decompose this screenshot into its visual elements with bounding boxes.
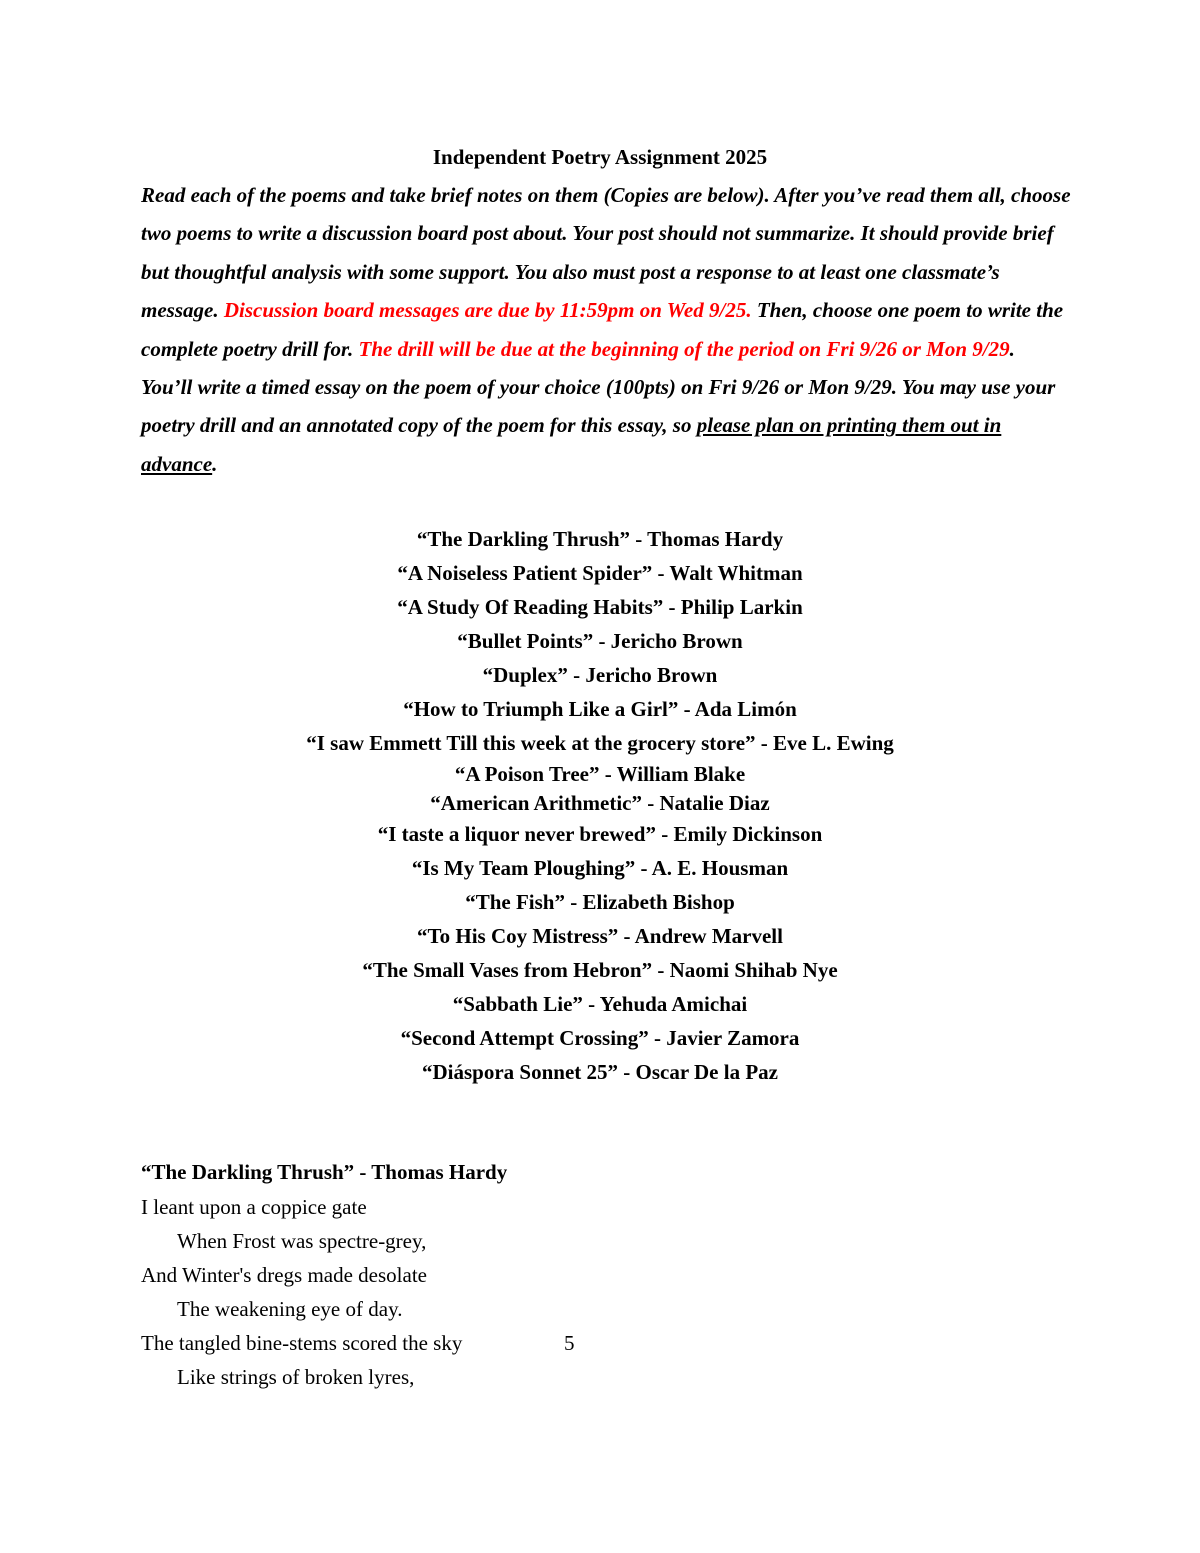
poem-list-item: “Diáspora Sonnet 25” - Oscar De la Paz xyxy=(421,1060,778,1084)
poem-line xyxy=(141,1360,462,1394)
poem-list-item: “American Arithmetic” - Natalie Diaz xyxy=(430,790,770,815)
poem-list-item: “The Small Vases from Hebron” - Naomi Shihab Nye xyxy=(362,958,838,982)
instructions-end: . xyxy=(212,451,218,476)
poem-list xyxy=(0,522,1200,1089)
poem-line-text: The weakening eye of day. xyxy=(177,1297,403,1321)
document-title: Independent Poetry Assignment 2025 xyxy=(432,145,768,169)
poem-line xyxy=(141,1224,462,1258)
poem-list-item: “A Noiseless Patient Spider” - Walt Whitman xyxy=(397,561,803,585)
poem-line xyxy=(141,1190,462,1224)
poem-list-item: “Is My Team Ploughing” - A. E. Housman xyxy=(411,856,789,880)
discussion-due-date: Discussion board messages are due by 11:59pm on Wed 9/25. xyxy=(223,298,752,323)
instructions-text-1: Read each of the poems and take brief notes on them (Copies are below). After you’ve read them all, choose two poems to write a discussion board post about. Your post should not summarize. It should provide brief but thoughtful analysis with some support. You also must post a response to at least one classmate’s message. xyxy=(141,183,1071,323)
poem-list-item: “Duplex” - Jericho Brown xyxy=(482,663,718,687)
poem-list-item: “I saw Emmett Till this week at the grocery store” - Eve L. Ewing xyxy=(306,731,894,755)
line-number: 5 xyxy=(564,1331,575,1355)
assignment-instructions xyxy=(141,176,1071,483)
poem-list-item: “The Fish” - Elizabeth Bishop xyxy=(465,890,735,914)
poem-list-item: “To His Coy Mistress” - Andrew Marvell xyxy=(417,924,783,948)
poem-line-text: Like strings of broken lyres, xyxy=(177,1365,415,1389)
instructions-text-2: Then, choose one poem to write the complete poetry drill for. xyxy=(141,298,1064,361)
poem-list-item: “Bullet Points” - Jericho Brown xyxy=(457,629,743,653)
poem-list-item: “A Poison Tree” - William Blake xyxy=(454,762,746,786)
instructions-text-3: . You’ll write a timed essay on the poem of your choice (100pts) on Fri 9/26 or Mon 9/29. You may use your poetry drill and an annotated copy of the poem for this essay, so xyxy=(141,336,1056,438)
poem-list-item: “A Study Of Reading Habits” - Philip Larkin xyxy=(397,595,803,619)
poem-heading: “The Darkling Thrush” - Thomas Hardy xyxy=(141,1160,508,1184)
poem-list-item: “Second Attempt Crossing” - Javier Zamora xyxy=(400,1026,800,1050)
drill-due-date: The drill will be due at the beginning of the period on Fri 9/26 or Mon 9/29 xyxy=(358,336,1010,361)
poem-line-text: I leant upon a coppice gate xyxy=(141,1195,367,1219)
poem-list-item: “How to Triumph Like a Girl” - Ada Limón xyxy=(403,697,797,721)
poem-list-item: “I taste a liquor never brewed” - Emily Dickinson xyxy=(377,822,823,846)
poem-text xyxy=(141,1190,575,1394)
print-reminder: please plan on printing them out in advance xyxy=(141,413,1002,476)
poem-line xyxy=(141,1326,575,1360)
poem-list-item: “The Darkling Thrush” - Thomas Hardy xyxy=(416,527,784,551)
poem-line-text: And Winter's dregs made desolate xyxy=(141,1263,427,1287)
poem-line xyxy=(141,1258,462,1292)
poem-line-text: The tangled bine-stems scored the sky xyxy=(141,1331,463,1355)
poem-list-item: “Sabbath Lie” - Yehuda Amichai xyxy=(452,992,748,1016)
poem-line xyxy=(141,1292,462,1326)
poem-line-text: When Frost was spectre-grey, xyxy=(177,1229,427,1253)
